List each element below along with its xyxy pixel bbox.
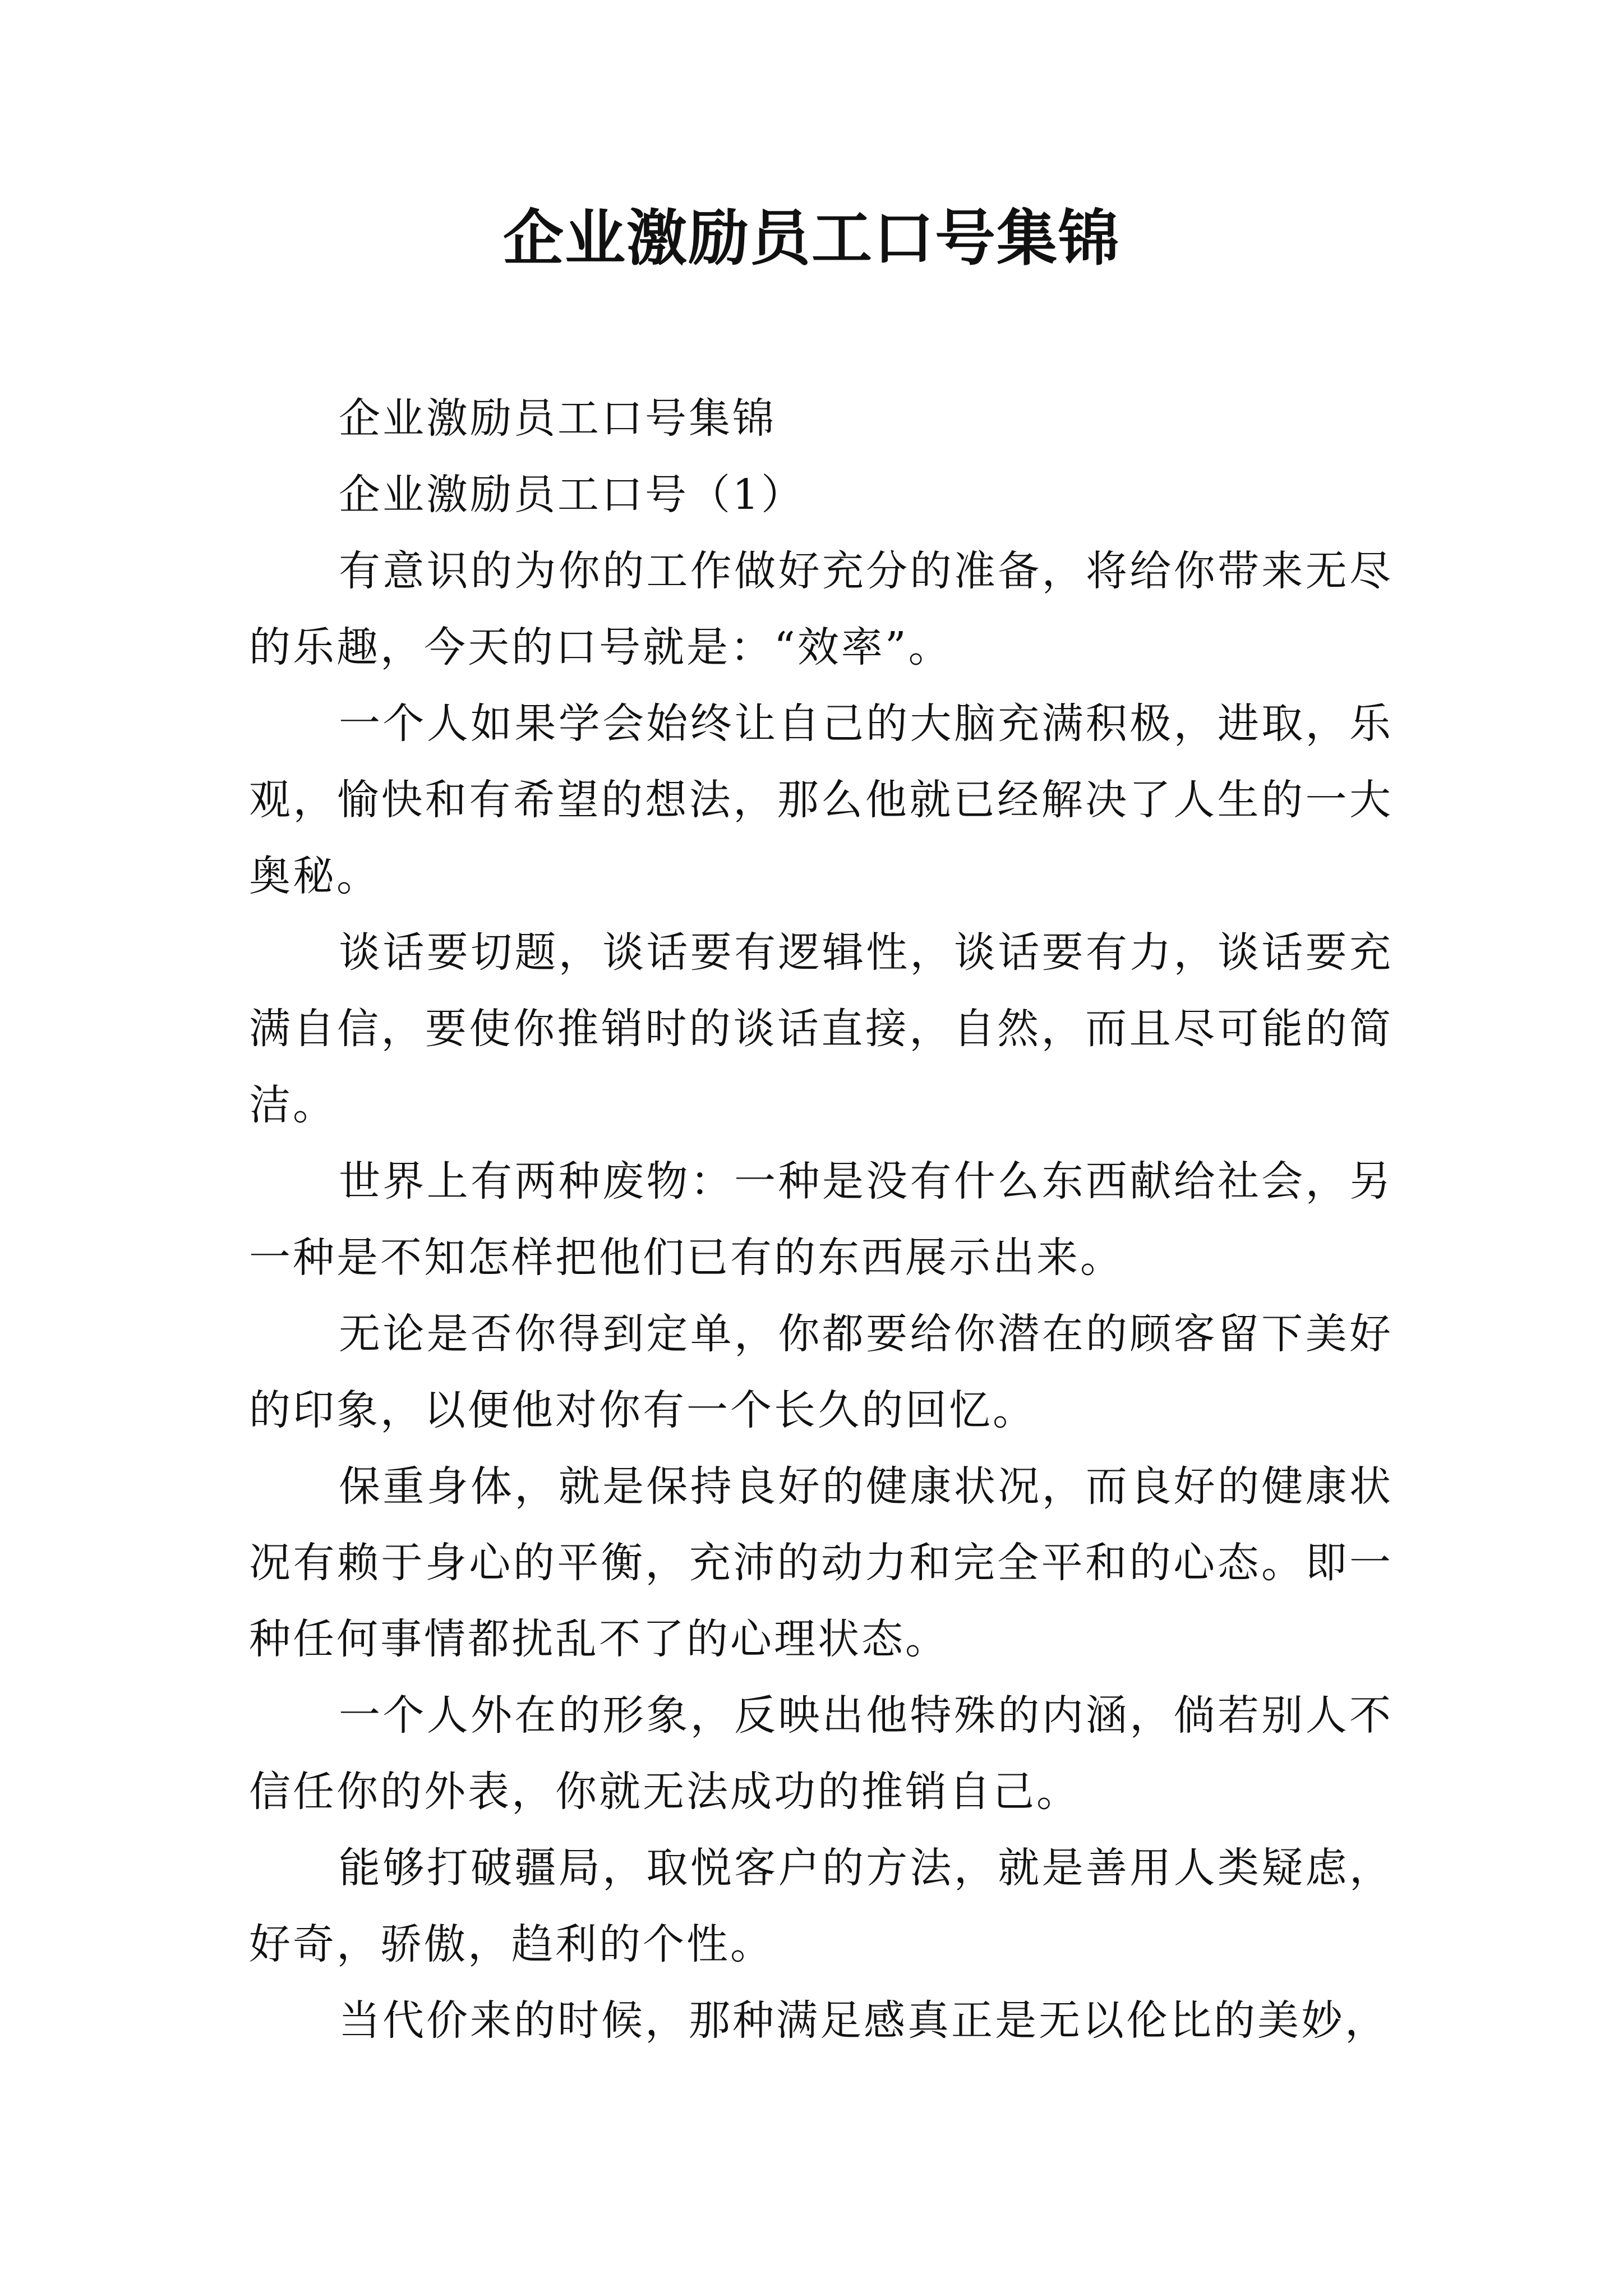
paragraph: 企业激励员工口号集锦: [339, 394, 776, 443]
paragraph: 一个人如果学会始终让自己的大脑充满积极，进取，乐观，愉快和有希望的想法，那么他就已经解决了人生的一大奥秘。: [249, 700, 1393, 900]
document-title: 企业激励员工口号集锦: [502, 203, 1120, 274]
paragraph: 能够打破疆局，取悦客户的方法，就是善用人类疑虑，好奇，骄傲，趋利的个性。: [249, 1844, 1393, 1968]
paragraph: 谈话要切题，谈话要有逻辑性，谈话要有力，谈话要充满自信，要使你推销时的谈话直接，自然，而且尽可能的简洁。: [249, 928, 1393, 1129]
paragraph: 一个人外在的形象，反映出他特殊的内涵，倘若别人不信任你的外表，你就无法成功的推销自己。: [249, 1691, 1393, 1816]
document-body: [249, 380, 1393, 2059]
paragraph: 当代价来的时候，那种满足感真正是无以伦比的美妙，: [339, 1996, 1389, 2045]
paragraph: 无论是否你得到定单，你都要给你潜在的顾客留下美好的印象，以便他对你有一个长久的回忆。: [249, 1310, 1393, 1434]
paragraph: 有意识的为你的工作做好充分的准备，将给你带来无尽的乐趣，今天的口号就是：“效率”。: [249, 547, 1393, 671]
paragraph: 企业激励员工口号（1）: [339, 471, 805, 519]
paragraph: 世界上有两种废物：一种是没有什么东西献给社会，另一种是不知怎样把他们已有的东西展示出来。: [249, 1157, 1393, 1282]
paragraph: 保重身体，就是保持良好的健康状况，而良好的健康状况有赖于身心的平衡，充沛的动力和完全平和的心态。即一种任何事情都扰乱不了的心理状态。: [249, 1462, 1393, 1663]
